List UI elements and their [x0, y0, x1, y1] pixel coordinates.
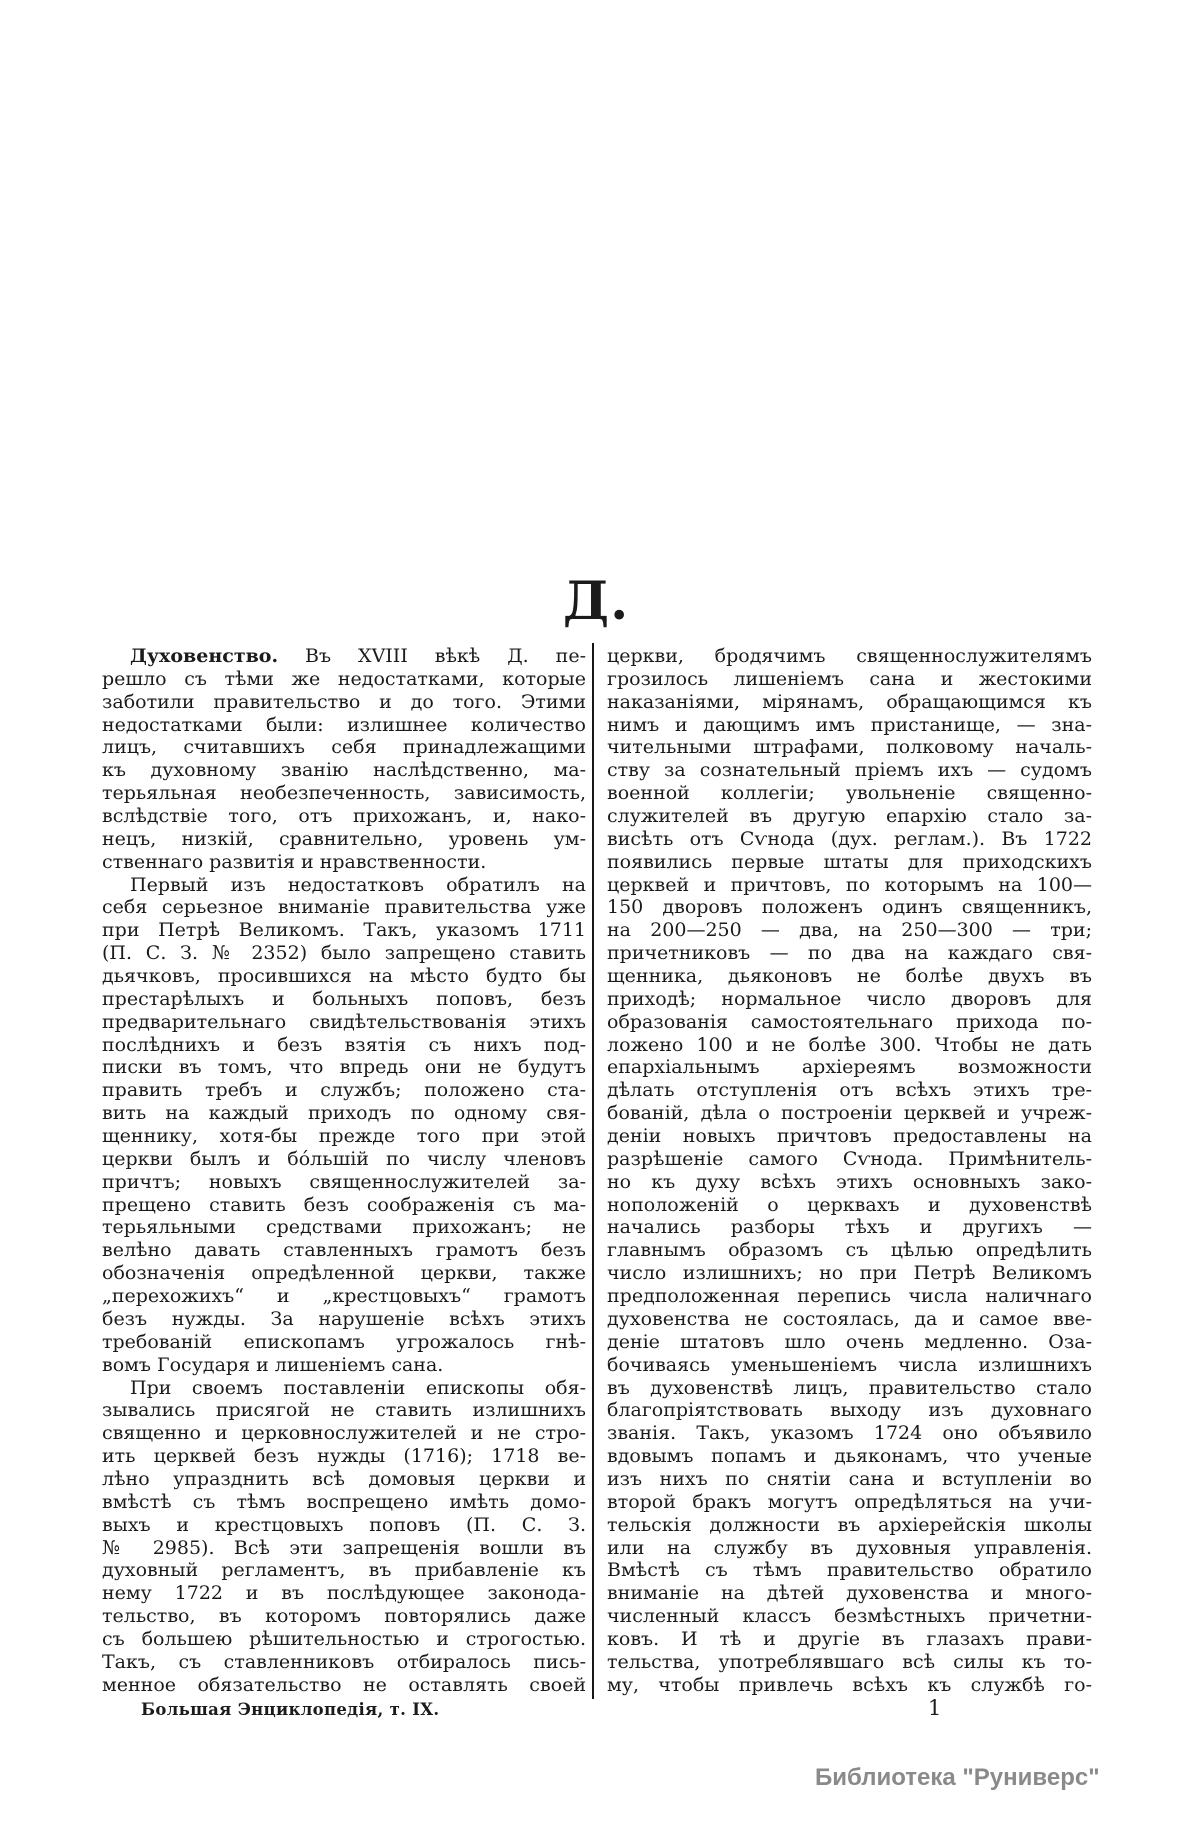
text-line: писки въ томъ, что впредь они не будутъ	[102, 1056, 586, 1079]
text-line: вслѣдствіе того, отъ прихожанъ, и, нако-	[102, 805, 586, 828]
text-line: менное обязательство не оставлять своей	[102, 1673, 586, 1696]
text-line: Такъ, съ ставленниковъ отбиралось пись-	[102, 1650, 586, 1673]
text-line: образованія самостоятельнаго прихода по-	[607, 1010, 1092, 1033]
text-line: причтъ; новыхъ священнослужителей за-	[102, 1170, 586, 1193]
text-line: править требъ и службъ; положено ста-	[102, 1079, 586, 1102]
text-line: ить церквей безъ нужды (1716); 1718 ве-	[102, 1445, 586, 1468]
text-line: духовный регламентъ, въ прибавленіе къ	[102, 1559, 586, 1582]
text-line: главнымъ образомъ съ цѣлью опредѣлить	[607, 1239, 1092, 1262]
text-line: вдовымъ попамъ и дьяконамъ, что ученые	[607, 1445, 1092, 1468]
text-line: наказаніями, мірянамъ, обращающимся къ	[607, 690, 1092, 713]
text-line: въ духовенствѣ лицъ, правительство стало	[607, 1376, 1092, 1399]
text-line: епархіальнымъ архіереямъ возможности	[607, 1056, 1092, 1079]
text-line: изъ нихъ по снятіи сана и вступленіи во	[607, 1467, 1092, 1490]
text-line: престарѣлыхъ и больныхъ поповъ, безъ	[102, 987, 586, 1010]
text-line: ственнаго развитія и нравственности.	[102, 850, 487, 873]
text-line: себя серьезное вниманіе правительства уже	[102, 896, 586, 919]
text-line: ложено 100 и не болѣе 300. Чтобы не дать	[607, 1033, 1092, 1056]
text-line: № 2985). Всѣ эти запрещенія вошли въ	[102, 1536, 586, 1559]
text-line: выхъ и крестцовыхъ поповъ (П. С. З.	[102, 1513, 586, 1536]
section-letter-heading: Д.	[562, 571, 630, 632]
text-line: на 200—250 — два, на 250—300 — три;	[607, 919, 1092, 942]
text-line: При своемъ поставленіи епископы обя-	[130, 1376, 586, 1399]
text-line: Духовенство. Въ XVIII вѣкѣ Д. пе-	[130, 645, 586, 667]
text-line: терьяльными средствами прихожанъ; не	[102, 1216, 586, 1239]
text-line: щеннику, хотя-бы прежде того при этой	[102, 1125, 586, 1148]
text-line: висѣть отъ Сѵнода (дух. реглам.). Въ 1722	[607, 827, 1092, 850]
text-line: дьячковъ, просившихся на мѣсто будто бы	[102, 965, 586, 988]
text-line: духовенства не состоялась, да и самое вве-	[607, 1307, 1092, 1330]
text-line: ству за сознательный пріемъ ихъ — судомъ	[607, 759, 1092, 782]
text-line: нецъ, низкій, сравнительно, уровень ум-	[102, 827, 586, 850]
text-line: дѣлать отступленія отъ всѣхъ этихъ тре-	[607, 1079, 1092, 1102]
text-line: решло съ тѣми же недостатками, которые	[102, 667, 586, 690]
text-line: численный классъ безмѣстныхъ причетни-	[607, 1605, 1092, 1628]
text-line: тельскія должности въ архіерейскія школы	[607, 1513, 1092, 1536]
text-line: Первый изъ недостатковъ обратилъ на	[130, 873, 586, 896]
text-line: служителей въ другую епархію стало за-	[607, 805, 1092, 828]
text-line: предварительнаго свидѣтельствованія этихъ	[102, 1010, 586, 1033]
text-line: но къ духу всѣхъ этихъ основныхъ зако-	[607, 1170, 1092, 1193]
text-line: тельства, употреблявшаго всѣ силы къ то-	[607, 1650, 1092, 1673]
text-line: нимъ и дающимъ имъ пристанище, — зна-	[607, 713, 1092, 736]
text-line: второй бракъ могутъ опредѣляться на учи-	[607, 1490, 1092, 1513]
text-line: лицъ, считавшихъ себя принадлежащими	[102, 736, 586, 759]
text-line: приходѣ; нормальное число дворовъ для	[607, 987, 1092, 1010]
volume-footer: Большая Энциклопедія, т. IX.	[141, 1700, 440, 1719]
text-line: вниманіе на дѣтей духовенства и много-	[607, 1582, 1092, 1605]
text-line: обозначенія опредѣленной церкви, также	[102, 1262, 586, 1285]
text-line: нему 1722 и въ послѣдующее законода-	[102, 1582, 586, 1605]
column-divider-rule	[592, 643, 594, 1699]
text-line: безъ нужды. За нарушеніе всѣхъ этихъ	[102, 1307, 586, 1330]
text-line: вить на каждый приходъ по одному свя-	[102, 1102, 586, 1125]
text-line: Вмѣстѣ съ тѣмъ правительство обратило	[607, 1559, 1092, 1582]
text-line: деніи новыхъ причтовъ предоставлены на	[607, 1125, 1092, 1148]
text-line: чительными штрафами, полковому началь-	[607, 736, 1092, 759]
text-line: къ духовному званію наслѣдственно, ма-	[102, 759, 586, 782]
text-line: появились первые штаты для приходскихъ	[607, 850, 1092, 873]
text-line: ноположеній о церквахъ и духовенствѣ	[607, 1193, 1092, 1216]
text-line: военной коллегіи; увольненіе священно-	[607, 782, 1092, 805]
left-text-column	[102, 645, 586, 1697]
text-line: бованій, дѣла о построеніи церквей и учреж-	[607, 1102, 1092, 1125]
text-line: или на службу въ духовныя управленія.	[607, 1536, 1092, 1559]
text-line: требованій епископамъ угрожалось гнѣ-	[102, 1330, 586, 1353]
text-line: при Петрѣ Великомъ. Такъ, указомъ 1711	[102, 919, 586, 942]
text-line: число излишнихъ; но при Петрѣ Великомъ	[607, 1262, 1092, 1285]
text-line: вомъ Государя и лишеніемъ сана.	[102, 1353, 444, 1376]
text-line: 150 дворовъ положенъ одинъ священникъ,	[607, 896, 1092, 919]
text-line: лѣно упразднить всѣ домовыя церкви и	[102, 1467, 586, 1490]
text-line: тельство, въ которомъ повторялись даже	[102, 1605, 586, 1628]
text-line: бочиваясь уменьшеніемъ числа излишнихъ	[607, 1353, 1092, 1376]
text-line: зывались присягой не ставить излишнихъ	[102, 1399, 586, 1422]
text-line: разрѣшеніе самого Сѵнода. Примѣнитель-	[607, 1147, 1092, 1170]
text-line: причетниковъ — по два на каждаго свя-	[607, 942, 1092, 965]
text-line: начались разборы тѣхъ и другихъ —	[607, 1216, 1092, 1239]
text-line: ковъ. И тѣ и другіе въ глазахъ прави-	[607, 1627, 1092, 1650]
text-line: благопріятствовать выходу изъ духовнаго	[607, 1399, 1092, 1422]
page-number: 1	[928, 1696, 942, 1720]
text-line: (П. С. З. № 2352) было запрещено ставить	[102, 942, 586, 965]
text-line: церкви, бродячимъ священнослужителямъ	[607, 645, 1092, 667]
text-line: „перехожихъ“ и „крестцовыхъ“ грамотъ	[102, 1285, 586, 1308]
text-line: званія. Такъ, указомъ 1724 оно объявило	[607, 1422, 1092, 1445]
text-line: щенника, дьяконовъ не болѣе двухъ въ	[607, 965, 1092, 988]
text-line: прещено ставить безъ соображенія съ ма-	[102, 1193, 586, 1216]
text-line: церквей и причтовъ, по которымъ на 100—	[607, 873, 1092, 896]
text-line: му, чтобы привлечь всѣхъ къ службѣ го-	[607, 1673, 1092, 1696]
text-line: грозилось лишеніемъ сана и жестокими	[607, 667, 1092, 690]
text-line: съ большею рѣшительностью и строгостью.	[102, 1627, 586, 1650]
text-line: священно и церковнослужителей и не стро-	[102, 1422, 586, 1445]
text-line: церкви былъ и бо́льшій по числу членовъ	[102, 1147, 586, 1170]
text-line: терьяльная необезпеченность, зависимость,	[102, 782, 586, 805]
text-line: вмѣстѣ съ тѣмъ воспрещено имѣть домо-	[102, 1490, 586, 1513]
text-line: недостатками были: излишнее количество	[102, 713, 586, 736]
text-line: заботили правительство и до того. Этими	[102, 690, 586, 713]
right-text-column	[607, 645, 1092, 1697]
text-line: послѣднихъ и безъ взятія съ нихъ под-	[102, 1033, 586, 1056]
text-line: велѣно давать ставленныхъ грамотъ безъ	[102, 1239, 586, 1262]
text-line: деніе штатовъ шло очень медленно. Оза-	[607, 1330, 1092, 1353]
text-line: предположенная перепись числа наличнаго	[607, 1285, 1092, 1308]
library-watermark: Библиотека "Руниверс"	[815, 1764, 1100, 1791]
